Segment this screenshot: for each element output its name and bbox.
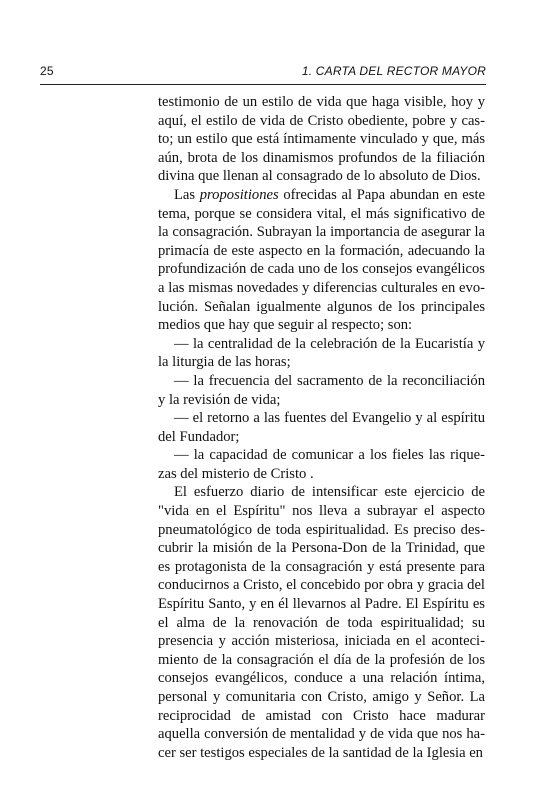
list-item-riquezas: — la capacidad de comunicar a los fieles las riquezas del misterio de Cristo . (158, 447, 485, 482)
paragraph-continuation: testimonio de un estilo de vida que haga visible, hoy y aquí, el estilo de vida de Cristo obediente, pobre y casto; un estilo que está íntimamente vinculado y que, más aún, brota de los dinamismos profundos de la filiación divina que llenan al consagrado de lo absoluto de Dios. (158, 94, 485, 185)
body-text (158, 93, 485, 762)
list-item-fuentes: — el retorno a las fuentes del Evangelio y al espíritu del Fundador; (158, 410, 485, 445)
paragraph-rest-text: ofrecidas al Papa abundan en este tema, porque se considera vital, el más significativo de la consagración. Subrayan la importancia de asegurar la primacía de este aspecto en la formación, adecuando la profundización de cada uno de los consejos evangélicos a las mismas novedades y diferencias culturales en evolución. Señalan igualmente algunos de los principales medios que hay que seguir al respecto; son: (158, 186, 485, 334)
header-rule (40, 84, 486, 85)
page-number: 25 (40, 64, 54, 78)
page-header (40, 64, 486, 82)
italic-term: propositiones (199, 186, 279, 203)
paragraph-propositiones (158, 186, 485, 335)
list-item-eucaristia: — la centralidad de la celebración de la Eucaristía y la liturgia de las horas; (158, 335, 485, 371)
running-title: 1. CARTA DEL RECTOR MAYOR (301, 64, 486, 78)
paragraph-start-text: Las (174, 186, 200, 203)
list-item-reconciliacion: — la frecuencia del sacramento de la reconciliación y la revisión de vida; (158, 372, 485, 408)
paragraph-espiritu: El esfuerzo diario de intensificar este ejercicio de "vida en el Espíritu" nos lleva a subrayar el aspecto pneumatológico de toda espiritualidad. Es preciso descubrir la misión de la Persona-Don de la Trinidad, que es protagonista de la consagración y está presente para conducirnos a Cristo, el concebido por obra y gracia del Espíritu Santo, y en él llevarnos al Padre. El Espíritu es el alma de la renovación de toda espiritualidad; su presencia y acción misteriosa, iniciada en el acontecimiento de la consagración el día de la profesión de los consejos evangélicos, conduce a una relación íntima, personal y comunitaria con Cristo, amigo y Señor. La reciprocidad de amistad con Cristo hace madurar aquella conversión de mentalidad y de vida que nos hacer ser testigos especiales de la santidad de la Iglesia en (158, 484, 485, 761)
